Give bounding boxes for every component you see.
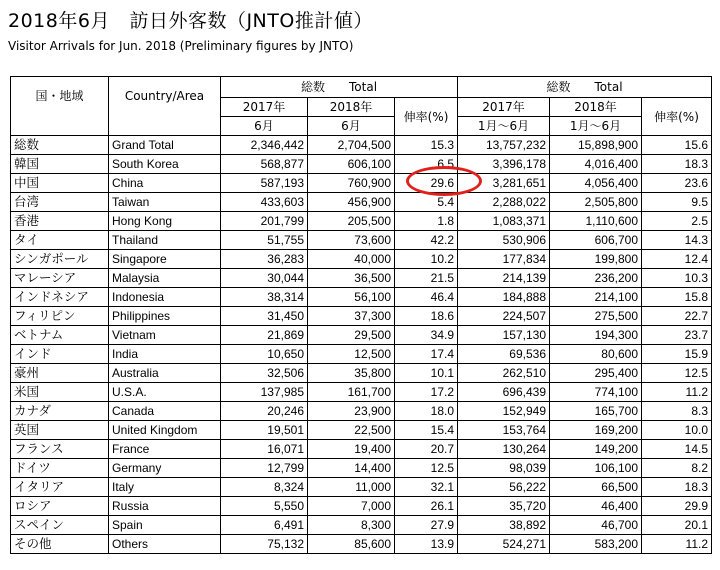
ytd-growth-value: 15.6	[642, 136, 712, 155]
jun-2018-value: 35,800	[308, 364, 395, 383]
jun-2018-value: 22,500	[308, 421, 395, 440]
country-en: Russia	[109, 497, 221, 516]
ytd-2018-value: 774,100	[550, 383, 642, 402]
country-en: Germany	[109, 459, 221, 478]
grand-total-row	[11, 136, 712, 155]
jun-growth-value: 27.9	[395, 516, 458, 535]
ytd-growth-value: 8.2	[642, 459, 712, 478]
jun-2017-value: 8,324	[221, 478, 308, 497]
ytd-2017-value: 214,139	[458, 269, 550, 288]
ytd-growth-value: 12.5	[642, 364, 712, 383]
header-group-ytd-jp: 総数	[546, 80, 571, 94]
table-row	[11, 345, 712, 364]
ytd-growth-value: 15.8	[642, 288, 712, 307]
jun-growth-value: 46.4	[395, 288, 458, 307]
country-jp: 韓国	[11, 155, 109, 174]
ytd-growth-value: 11.2	[642, 383, 712, 402]
table-row	[11, 440, 712, 459]
jun-2017-value: 38,314	[221, 288, 308, 307]
ytd-growth-value: 10.3	[642, 269, 712, 288]
table-row	[11, 402, 712, 421]
jun-2017-value: 2,346,442	[221, 136, 308, 155]
jun-growth-value: 5.4	[395, 193, 458, 212]
jun-2018-value: 19,400	[308, 440, 395, 459]
header-growth-monthly: 伸率(%)	[395, 98, 458, 136]
visitor-arrivals-table	[10, 76, 712, 554]
ytd-2018-value: 106,100	[550, 459, 642, 478]
country-jp: イタリア	[11, 478, 109, 497]
country-en: Italy	[109, 478, 221, 497]
jun-2018-value: 606,100	[308, 155, 395, 174]
jun-2018-value: 11,000	[308, 478, 395, 497]
country-jp: ドイツ	[11, 459, 109, 478]
jun-growth-value: 15.4	[395, 421, 458, 440]
jun-2017-value: 12,799	[221, 459, 308, 478]
ytd-growth-value: 14.5	[642, 440, 712, 459]
ytd-2017-value: 35,720	[458, 497, 550, 516]
ytd-2018-value: 295,400	[550, 364, 642, 383]
ytd-2018-value: 199,800	[550, 250, 642, 269]
ytd-growth-value: 11.2	[642, 535, 712, 554]
jun-2018-value: 8,300	[308, 516, 395, 535]
country-jp: シンガポール	[11, 250, 109, 269]
ytd-growth-value: 23.7	[642, 326, 712, 345]
ytd-2018-value: 275,500	[550, 307, 642, 326]
jun-2018-value: 40,000	[308, 250, 395, 269]
ytd-growth-value: 9.5	[642, 193, 712, 212]
ytd-2018-value: 46,700	[550, 516, 642, 535]
table-row	[11, 174, 712, 193]
jun-2017-value: 32,506	[221, 364, 308, 383]
ytd-2017-value: 177,834	[458, 250, 550, 269]
ytd-2018-value: 169,200	[550, 421, 642, 440]
jun-2017-value: 587,193	[221, 174, 308, 193]
country-en: Philippines	[109, 307, 221, 326]
country-jp: 豪州	[11, 364, 109, 383]
jun-2017-value: 16,071	[221, 440, 308, 459]
jun-2017-value: 137,985	[221, 383, 308, 402]
jun-2017-value: 433,603	[221, 193, 308, 212]
ytd-2017-value: 524,271	[458, 535, 550, 554]
ytd-2017-value: 530,906	[458, 231, 550, 250]
jun-2018-value: 7,000	[308, 497, 395, 516]
table-row	[11, 535, 712, 554]
ytd-growth-value: 29.9	[642, 497, 712, 516]
ytd-2017-value: 2,288,022	[458, 193, 550, 212]
table-row	[11, 155, 712, 174]
ytd-2018-value: 15,898,900	[550, 136, 642, 155]
jun-growth-value: 18.0	[395, 402, 458, 421]
ytd-growth-value: 2.5	[642, 212, 712, 231]
table-row	[11, 516, 712, 535]
country-en: Australia	[109, 364, 221, 383]
ytd-2017-value: 3,396,178	[458, 155, 550, 174]
ytd-2018-value: 4,056,400	[550, 174, 642, 193]
jun-2017-value: 51,755	[221, 231, 308, 250]
ytd-2017-value: 13,757,232	[458, 136, 550, 155]
jun-growth-value: 32.1	[395, 478, 458, 497]
ytd-growth-value: 15.9	[642, 345, 712, 364]
country-en: Taiwan	[109, 193, 221, 212]
ytd-2018-value: 46,400	[550, 497, 642, 516]
country-jp: 香港	[11, 212, 109, 231]
jun-growth-value: 18.6	[395, 307, 458, 326]
country-jp: 米国	[11, 383, 109, 402]
ytd-2017-value: 69,536	[458, 345, 550, 364]
jun-growth-value: 12.5	[395, 459, 458, 478]
country-en: India	[109, 345, 221, 364]
country-jp: ロシア	[11, 497, 109, 516]
jun-growth-value: 17.4	[395, 345, 458, 364]
ytd-growth-value: 12.4	[642, 250, 712, 269]
table-row	[11, 231, 712, 250]
ytd-growth-value: 10.0	[642, 421, 712, 440]
jun-2017-value: 20,246	[221, 402, 308, 421]
jun-growth-value: 20.7	[395, 440, 458, 459]
ytd-2018-value: 66,500	[550, 478, 642, 497]
header-2018-jun-year: 2018年	[308, 98, 395, 117]
country-en: United Kingdom	[109, 421, 221, 440]
jun-2017-value: 21,869	[221, 326, 308, 345]
table-row	[11, 193, 712, 212]
ytd-2017-value: 153,764	[458, 421, 550, 440]
table-row	[11, 497, 712, 516]
ytd-2018-value: 2,505,800	[550, 193, 642, 212]
ytd-2017-value: 56,222	[458, 478, 550, 497]
jun-growth-value: 29.6	[395, 174, 458, 193]
jun-growth-value: 1.8	[395, 212, 458, 231]
country-jp: フィリピン	[11, 307, 109, 326]
country-en: France	[109, 440, 221, 459]
ytd-2018-value: 194,300	[550, 326, 642, 345]
ytd-growth-value: 18.3	[642, 155, 712, 174]
jun-2017-value: 36,283	[221, 250, 308, 269]
country-en: Thailand	[109, 231, 221, 250]
header-2017-ytd-year: 2017年	[458, 98, 550, 117]
jun-2017-value: 75,132	[221, 535, 308, 554]
table-row	[11, 307, 712, 326]
header-2017-jun-month: 6月	[221, 117, 308, 136]
ytd-2018-value: 4,016,400	[550, 155, 642, 174]
header-group-ytd	[458, 77, 712, 98]
table-row	[11, 478, 712, 497]
country-jp: カナダ	[11, 402, 109, 421]
country-jp: インド	[11, 345, 109, 364]
country-en: Others	[109, 535, 221, 554]
country-jp: スペイン	[11, 516, 109, 535]
jun-2018-value: 37,300	[308, 307, 395, 326]
header-2018-ytd-year: 2018年	[550, 98, 642, 117]
jun-growth-value: 34.9	[395, 326, 458, 345]
country-jp: 中国	[11, 174, 109, 193]
header-group-monthly-en: Total	[349, 80, 378, 94]
ytd-2017-value: 38,892	[458, 516, 550, 535]
country-jp: 台湾	[11, 193, 109, 212]
jun-growth-value: 10.2	[395, 250, 458, 269]
jun-2018-value: 36,500	[308, 269, 395, 288]
ytd-2017-value: 184,888	[458, 288, 550, 307]
table-row	[11, 383, 712, 402]
jun-2018-value: 73,600	[308, 231, 395, 250]
country-en: Grand Total	[109, 136, 221, 155]
table-row	[11, 459, 712, 478]
jun-2018-value: 23,900	[308, 402, 395, 421]
jun-2017-value: 201,799	[221, 212, 308, 231]
country-jp: その他	[11, 535, 109, 554]
ytd-2017-value: 262,510	[458, 364, 550, 383]
country-jp: マレーシア	[11, 269, 109, 288]
country-en: Vietnam	[109, 326, 221, 345]
table-row	[11, 212, 712, 231]
ytd-growth-value: 8.3	[642, 402, 712, 421]
table-body	[11, 136, 712, 554]
jun-2018-value: 760,900	[308, 174, 395, 193]
header-group-monthly	[221, 77, 458, 98]
jun-2018-value: 56,100	[308, 288, 395, 307]
jun-2018-value: 2,704,500	[308, 136, 395, 155]
jun-2017-value: 6,491	[221, 516, 308, 535]
jun-2018-value: 456,900	[308, 193, 395, 212]
ytd-growth-value: 23.6	[642, 174, 712, 193]
header-2017-ytd-range: 1月～6月	[458, 117, 550, 136]
jun-growth-value: 6.5	[395, 155, 458, 174]
jun-2017-value: 5,550	[221, 497, 308, 516]
jun-2018-value: 85,600	[308, 535, 395, 554]
jun-2018-value: 12,500	[308, 345, 395, 364]
country-en: U.S.A.	[109, 383, 221, 402]
ytd-2018-value: 165,700	[550, 402, 642, 421]
ytd-2018-value: 1,110,600	[550, 212, 642, 231]
table-row	[11, 326, 712, 345]
ytd-2018-value: 236,200	[550, 269, 642, 288]
country-jp: ベトナム	[11, 326, 109, 345]
ytd-2017-value: 696,439	[458, 383, 550, 402]
country-jp: 英国	[11, 421, 109, 440]
header-group-ytd-en: Total	[594, 80, 623, 94]
ytd-2018-value: 214,100	[550, 288, 642, 307]
jun-growth-value: 15.3	[395, 136, 458, 155]
jun-growth-value: 26.1	[395, 497, 458, 516]
ytd-2017-value: 98,039	[458, 459, 550, 478]
jun-2017-value: 19,501	[221, 421, 308, 440]
jun-2018-value: 29,500	[308, 326, 395, 345]
ytd-2018-value: 606,700	[550, 231, 642, 250]
country-en: Hong Kong	[109, 212, 221, 231]
jun-growth-value: 13.9	[395, 535, 458, 554]
page-title: 2018年6月 訪日外客数（JNTO推計値）	[8, 10, 373, 32]
jun-growth-value: 10.1	[395, 364, 458, 383]
header-2018-jun-month: 6月	[308, 117, 395, 136]
table-row	[11, 269, 712, 288]
header-country-jp: 国・地域	[11, 77, 109, 136]
jun-2018-value: 14,400	[308, 459, 395, 478]
header-2018-ytd-range: 1月～6月	[550, 117, 642, 136]
ytd-growth-value: 20.1	[642, 516, 712, 535]
country-jp: 総数	[11, 136, 109, 155]
country-en: Spain	[109, 516, 221, 535]
table-row	[11, 250, 712, 269]
country-en: Canada	[109, 402, 221, 421]
jun-2018-value: 161,700	[308, 383, 395, 402]
ytd-growth-value: 18.3	[642, 478, 712, 497]
table-row	[11, 421, 712, 440]
ytd-2017-value: 130,264	[458, 440, 550, 459]
ytd-growth-value: 14.3	[642, 231, 712, 250]
country-jp: タイ	[11, 231, 109, 250]
country-en: Indonesia	[109, 288, 221, 307]
page-subtitle: Visitor Arrivals for Jun. 2018 (Preliminary figures by JNTO)	[8, 39, 354, 53]
ytd-2017-value: 224,507	[458, 307, 550, 326]
ytd-2018-value: 583,200	[550, 535, 642, 554]
jun-2017-value: 30,044	[221, 269, 308, 288]
jun-2017-value: 10,650	[221, 345, 308, 364]
jun-2018-value: 205,500	[308, 212, 395, 231]
ytd-2018-value: 80,600	[550, 345, 642, 364]
table-row	[11, 288, 712, 307]
country-jp: インドネシア	[11, 288, 109, 307]
header-2017-jun-year: 2017年	[221, 98, 308, 117]
header-growth-ytd: 伸率(%)	[642, 98, 712, 136]
ytd-2017-value: 1,083,371	[458, 212, 550, 231]
country-en: South Korea	[109, 155, 221, 174]
ytd-2017-value: 3,281,651	[458, 174, 550, 193]
ytd-2017-value: 152,949	[458, 402, 550, 421]
jun-growth-value: 17.2	[395, 383, 458, 402]
ytd-2018-value: 149,200	[550, 440, 642, 459]
ytd-growth-value: 22.7	[642, 307, 712, 326]
jun-growth-value: 21.5	[395, 269, 458, 288]
jun-2017-value: 31,450	[221, 307, 308, 326]
header-country-en: Country/Area	[109, 77, 221, 136]
jun-2017-value: 568,877	[221, 155, 308, 174]
country-jp: フランス	[11, 440, 109, 459]
country-en: Malaysia	[109, 269, 221, 288]
country-en: China	[109, 174, 221, 193]
header-group-monthly-jp: 総数	[300, 80, 325, 94]
table-row	[11, 364, 712, 383]
country-en: Singapore	[109, 250, 221, 269]
ytd-2017-value: 157,130	[458, 326, 550, 345]
jun-growth-value: 42.2	[395, 231, 458, 250]
